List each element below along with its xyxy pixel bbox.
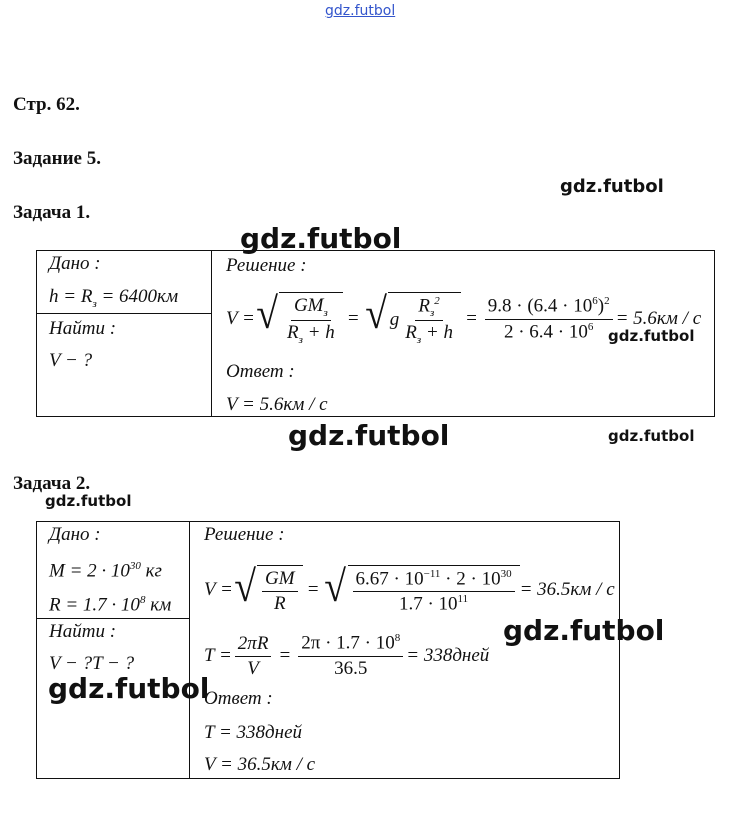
- given-radius: $R = 1.7 \cdot 10^8$ км: [49, 594, 172, 616]
- formula-period: T = $\frac{2\pi R}{V}$ = $\frac{2\pi \cdot 1.7 \cdot 10^8}{36.5}$ = 338дней: [204, 632, 490, 679]
- watermark: gdz.futbol: [560, 176, 664, 197]
- given-mass: $M = 2 \cdot 10^{30}$ кг: [49, 560, 162, 582]
- answer-label: Ответ :: [204, 688, 273, 709]
- solution-label: Решение :: [226, 255, 307, 276]
- problem-2-title: Задача 2.: [13, 473, 91, 494]
- watermark: gdz.futbol: [48, 672, 210, 705]
- problem-2-given-cell: [37, 522, 190, 619]
- answer-label: Ответ :: [226, 361, 295, 382]
- task-heading: Задание 5.: [13, 148, 101, 169]
- watermark: gdz.futbol: [240, 222, 402, 255]
- watermark: gdz.futbol: [608, 327, 695, 345]
- answer-value: V = 5.6км / с: [226, 394, 328, 415]
- watermark: gdz.futbol: [288, 419, 450, 452]
- given-label: Дано :: [49, 253, 101, 274]
- formula-velocity: V = √ $\frac{GM_з}{R_з + h}$ = √ g $\frac{R_з^2}{R_з + h}$ = $\frac{9.8 \cdot (6.4 \cdot 10^6)^2}{2 \cdot 6.4 \cdot 10^6}$ = 5.6км / с: [226, 289, 702, 346]
- problem-1-title: Задача 1.: [13, 202, 91, 223]
- find-label: Найти :: [49, 318, 117, 339]
- answer-velocity: V = 36.5км / с: [204, 754, 316, 775]
- solution-label: Решение :: [204, 524, 285, 545]
- given-values: $h = R_з = 6400км$: [49, 286, 179, 310]
- find-value: V − ?T − ?: [49, 653, 135, 674]
- answer-period: T = 338дней: [204, 722, 303, 743]
- watermark: gdz.futbol: [45, 492, 132, 510]
- problem-2-solution-cell: [190, 522, 620, 779]
- find-value: V − ?: [49, 350, 93, 371]
- watermark: gdz.futbol: [608, 427, 695, 445]
- problem-2-table: [36, 521, 620, 779]
- watermark: gdz.futbol: [503, 614, 665, 647]
- find-label: Найти :: [49, 621, 117, 642]
- page-number: Стр. 62.: [13, 94, 80, 115]
- problem-1-given-cell: [37, 251, 212, 314]
- given-label: Дано :: [49, 524, 101, 545]
- watermark-link[interactable]: gdz.futbol: [325, 3, 396, 19]
- formula-velocity: V = √ $\frac{GM}{R}$ = √ $\frac{6.67 \cdot 10^{-11} \cdot 2 \cdot 10^{30}}{1.7 \cdot 10^{11}}$ = 36.5км / с: [204, 561, 615, 615]
- problem-1-find-cell: [37, 314, 212, 417]
